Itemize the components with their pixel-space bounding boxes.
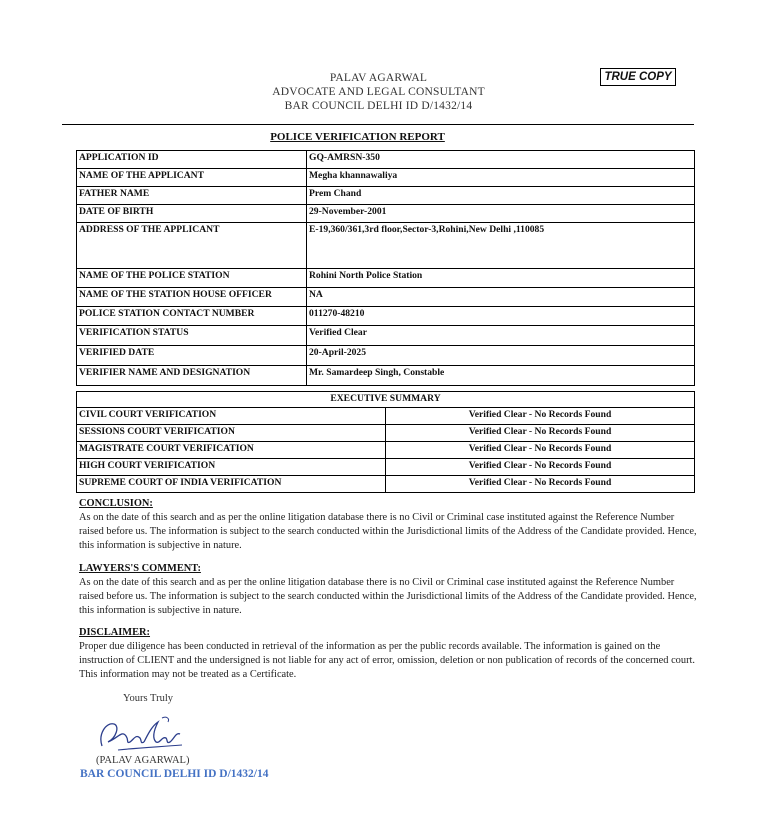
court-label: SESSIONS COURT VERIFICATION: [77, 425, 386, 442]
table-row: [77, 288, 695, 307]
table-row: [77, 346, 695, 366]
advocate-bar-id: BAR COUNCIL DELHI ID D/1432/14: [284, 100, 473, 112]
closing-salutation: Yours Truly: [123, 693, 174, 704]
disclaimer-section: [79, 626, 699, 682]
lawyers-comment-section: [79, 562, 699, 618]
court-label: CIVIL COURT VERIFICATION: [77, 408, 386, 425]
row-value: 29-November-2001: [307, 205, 695, 223]
report-title: POLICE VERIFICATION REPORT: [270, 131, 445, 143]
advocate-title: ADVOCATE AND LEGAL CONSULTANT: [272, 86, 485, 98]
conclusion-section: [79, 497, 699, 553]
row-label: POLICE STATION CONTACT NUMBER: [77, 307, 307, 326]
table-row: [77, 476, 695, 493]
row-value: Prem Chand: [307, 187, 695, 205]
row-label: FATHER NAME: [77, 187, 307, 205]
signatory-bar-id: BAR COUNCIL DELHI ID D/1432/14: [80, 768, 269, 780]
row-label: APPLICATION ID: [77, 151, 307, 169]
conclusion-heading: CONCLUSION:: [79, 498, 153, 509]
row-value: Megha khannawaliya: [307, 169, 695, 187]
court-status: Verified Clear - No Records Found: [386, 459, 695, 476]
table-row: [77, 307, 695, 326]
executive-summary-table: [76, 391, 695, 493]
row-value: Rohini North Police Station: [307, 269, 695, 288]
applicant-info-table: [76, 150, 695, 386]
row-value: Mr. Samardeep Singh, Constable: [307, 366, 695, 386]
table-row: [77, 425, 695, 442]
table-row: [77, 366, 695, 386]
row-value: Verified Clear: [307, 326, 695, 346]
court-status: Verified Clear - No Records Found: [386, 425, 695, 442]
table-row: [77, 269, 695, 288]
row-label: NAME OF THE APPLICANT: [77, 169, 307, 187]
true-copy-stamp: TRUE COPY: [600, 68, 676, 86]
advocate-name: PALAV AGARWAL: [329, 72, 428, 84]
disclaimer-heading: DISCLAIMER:: [79, 627, 151, 638]
lawyers-comment-text: As on the date of this search and as per the online litigation database there is no Civil or Criminal case instituted against the Reference Number raised before us. The information is subject to the search conducted within the Jurisdictional limits of the Address of the Candidate provided. Hence, this information is subjective in nature.: [79, 577, 697, 616]
table-row: [77, 187, 695, 205]
signatory-name: (PALAV AGARWAL): [96, 755, 190, 766]
row-value: 20-April-2025: [307, 346, 695, 366]
table-row: [77, 151, 695, 169]
table-row: [77, 459, 695, 476]
court-status: Verified Clear - No Records Found: [386, 476, 695, 493]
header-divider: [62, 124, 694, 125]
table-row: [77, 326, 695, 346]
signature-icon: [96, 712, 186, 754]
court-label: HIGH COURT VERIFICATION: [77, 459, 386, 476]
table-row: [77, 392, 695, 408]
court-status: Verified Clear - No Records Found: [386, 408, 695, 425]
court-label: MAGISTRATE COURT VERIFICATION: [77, 442, 386, 459]
table-row: [77, 169, 695, 187]
table-row: [77, 442, 695, 459]
disclaimer-text: Proper due diligence has been conducted in retrieval of the information as per the public records available. The information is gained on the instruction of CLIENT and the undersigned is not liable for any act of error, omission, deletion or non publication of records of the concerned court. This information may not be treated as a Certificate.: [79, 641, 696, 680]
row-label: DATE OF BIRTH: [77, 205, 307, 223]
row-label: VERIFIER NAME AND DESIGNATION: [77, 366, 307, 386]
row-label: VERIFIED DATE: [77, 346, 307, 366]
court-status: Verified Clear - No Records Found: [386, 442, 695, 459]
row-label: ADDRESS OF THE APPLICANT: [77, 223, 307, 269]
lawyers-comment-heading: LAWYERS'S COMMENT:: [79, 563, 201, 574]
row-value: E-19,360/361,3rd floor,Sector-3,Rohini,New Delhi ,110085: [307, 223, 695, 269]
table-row: [77, 205, 695, 223]
row-value: 011270-48210: [307, 307, 695, 326]
row-value: NA: [307, 288, 695, 307]
executive-summary-heading: EXECUTIVE SUMMARY: [77, 392, 695, 408]
row-label: NAME OF THE POLICE STATION: [77, 269, 307, 288]
conclusion-text: As on the date of this search and as per the online litigation database there is no Civil or Criminal case instituted against the Reference Number raised before us. The information is subject to the search conducted within the Jurisdictional limits of the Address of the Candidate provided. Hence, this information is subjective in nature.: [79, 512, 697, 551]
row-label: VERIFICATION STATUS: [77, 326, 307, 346]
table-row: [77, 408, 695, 425]
table-row: [77, 223, 695, 269]
row-value: GQ-AMRSN-350: [307, 151, 695, 169]
row-label: NAME OF THE STATION HOUSE OFFICER: [77, 288, 307, 307]
court-label: SUPREME COURT OF INDIA VERIFICATION: [77, 476, 386, 493]
